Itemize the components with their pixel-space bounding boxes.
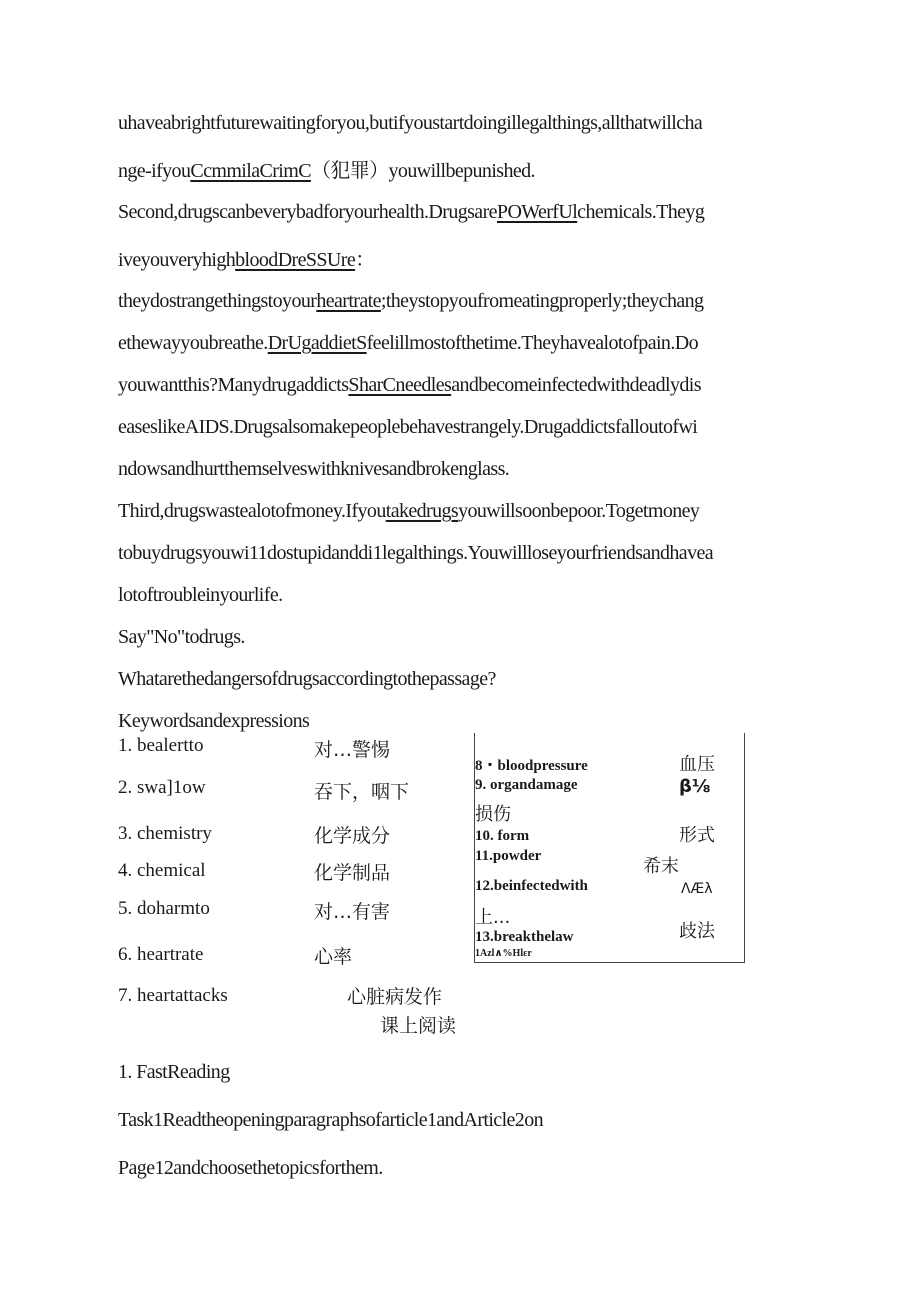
passage-line: easeslikeAIDS.Drugsalsomakepeoplebehavestrangely.Drugaddictsfalloutofwi [118, 416, 698, 438]
vocab-term: 3. chemistry [118, 823, 212, 844]
box-term: 13.breakthelaw [475, 929, 574, 945]
text: ： [355, 249, 375, 271]
passage-line: ndowsandhurtthemselveswithknivesandbrokenglass. [118, 458, 510, 480]
text: youwillsoonbepoor.Togetmoney [458, 500, 700, 522]
vocab-term: 4. chemical [118, 860, 206, 881]
text: Second,drugscanbeverybadforyourhealth.Drugsare [118, 201, 497, 223]
vocab-translation: 对…警惕 [314, 739, 391, 761]
passage-line [118, 290, 703, 313]
text: youwantthis?Manydrugaddicts [118, 374, 349, 396]
passage-line [118, 500, 699, 523]
text: nge-ifyou [118, 160, 191, 182]
text: chemicals.Theyg [577, 201, 705, 223]
passage-line: uhaveabrightfuturewaitingforyou,butifyoustartdoingillegalthings,allthatwillcha [118, 112, 703, 134]
box-translation: 血压 [679, 754, 715, 775]
text: andbecomeinfectedwithdeadlydis [451, 374, 701, 396]
underlined-term: DrUgaddietS [267, 332, 367, 354]
text: feelillmostofthetime.Theyhavealotofpain.Do [366, 332, 698, 354]
text: Third,drugswastealotofmoney.Ifyou [118, 500, 386, 522]
underlined-term: takedrugs [385, 500, 459, 522]
vocab-term: 7. heartattacks [118, 985, 228, 1006]
vocab-translation: 吞下，咽下 [314, 781, 410, 803]
passage-line [118, 201, 704, 224]
text: iveyouveryhigh [118, 249, 236, 271]
underlined-term: bloodDreSSUre [235, 249, 356, 271]
passage-line: lotoftroubleinyourlife. [118, 584, 283, 606]
box-term: 9. organdamage [475, 777, 578, 793]
box-translation: 希末 [643, 856, 679, 877]
vocab-translation: 化学制品 [314, 862, 391, 884]
fast-reading-heading: 1. FastReading [118, 1061, 230, 1083]
underlined-term: POWerfUl [496, 201, 578, 223]
box-translation: 上... [475, 907, 511, 928]
box-term: 12.beinfectedwith [475, 878, 588, 894]
vocab-translation: 心率 [314, 946, 353, 968]
box-translation: 形式 [679, 825, 715, 846]
box-term: 11.powder [475, 848, 542, 864]
box-translation: β⅛ [679, 776, 711, 797]
section-title: 课上阅读 [380, 1015, 457, 1037]
vocab-translation: 化学成分 [314, 825, 391, 847]
underlined-term: CcmmilaCrimC [190, 160, 311, 182]
box-term: 10. form [475, 828, 530, 844]
passage-line [118, 243, 375, 272]
vocab-term: 6. heartrate [118, 944, 204, 965]
box-term: 1Azl∧%Hlεr [475, 948, 532, 959]
passage-line: tobuydrugsyouwi11dostupidanddi1legalthings.Youwillloseyourfriendsandhavea [118, 542, 714, 564]
underlined-term: SharCneedles [348, 374, 452, 396]
vocab-term: 1. bealertto [118, 735, 204, 756]
vocab-term: 5. doharmto [118, 898, 210, 919]
text: theydostrangethingstoyour [118, 290, 317, 312]
vocab-translation: 对…有害 [314, 901, 391, 923]
underlined-term: heartrate [316, 290, 381, 312]
passage-line: Say"No"todrugs. [118, 626, 245, 648]
box-translation: 歧法 [679, 921, 715, 942]
vocab-heading: Keywordsandexpressions [118, 710, 310, 732]
passage-line [118, 374, 701, 397]
box-translation: ΛÆλ [681, 881, 713, 897]
vocab-translation: 心脏病发作 [347, 986, 443, 1008]
passage-line [118, 332, 698, 355]
vocab-term: 2. swa]1ow [118, 777, 206, 798]
task-text: Page12andchoosethetopicsforthem. [118, 1157, 383, 1179]
task-text: Task1Readtheopeningparagraphsofarticle1andArticle2on [118, 1109, 544, 1131]
vocab-box [474, 733, 745, 963]
passage-line [118, 154, 535, 183]
question: Whatarethedangersofdrugsaccordingtothepassage? [118, 668, 496, 690]
text: （犯罪）youwillbepunished. [310, 160, 535, 182]
box-term: 8・bloodpressure [475, 758, 588, 774]
text: ;theystopyoufromeatingproperly;theychang [380, 290, 704, 312]
text: ethewayyoubreathe. [118, 332, 268, 354]
box-translation: 损伤 [475, 804, 511, 825]
